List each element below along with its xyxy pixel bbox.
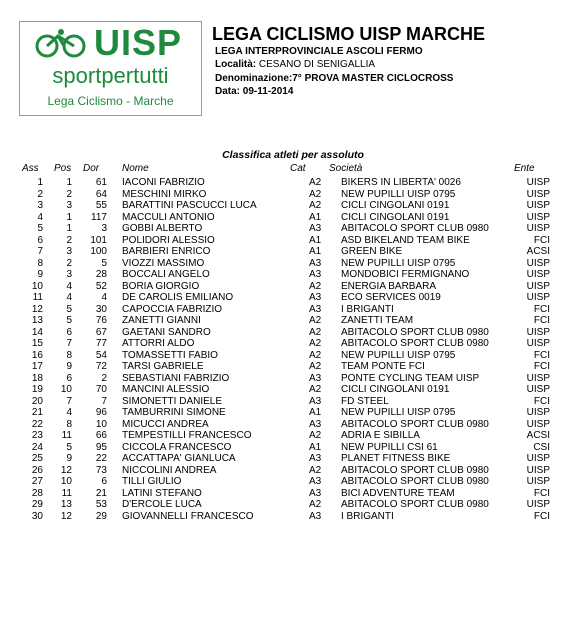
cell-dor: 21 [95,487,107,499]
table-row [0,407,586,419]
cell-ente: UISP [526,269,550,280]
cell-soc: ENERGIA BARBARA [341,280,437,292]
cell-pos: 8 [66,418,72,430]
col-soc: Società [329,163,363,174]
cell-soc: ADRIA E SIBILLA [341,430,420,441]
cell-ass: 14 [31,326,43,338]
cell-ass: 10 [31,280,43,292]
cell-nome: SIMONETTI DANIELE [122,395,223,407]
cell-cat: A1 [309,234,322,246]
table-row [0,327,586,339]
cell-cat: A1 [309,407,322,418]
cell-ente: UISP [526,177,550,188]
cell-nome: ACCATTAPA' GIANLUCA [122,453,236,464]
cell-soc: CICLI CINGOLANI 0191 [341,200,450,211]
table-row [0,338,586,350]
cell-cat: A2 [309,349,322,361]
cell-dor: 6 [101,476,107,487]
cell-dor: 96 [95,407,107,418]
cell-soc: BIKERS IN LIBERTA' 0026 [341,177,461,188]
cell-ass: 3 [37,200,43,211]
cell-ente: UISP [526,453,550,464]
table-row [0,235,586,247]
denominazione-label: Denominazione: [215,73,293,84]
cell-pos: 3 [66,269,72,280]
cell-ass: 18 [31,372,43,384]
cell-cat: A2 [309,338,322,349]
cell-cat: A1 [309,211,322,223]
cell-pos: 4 [66,280,72,292]
cell-ente: UISP [526,476,550,487]
cell-nome: MANCINI ALESSIO [122,384,210,395]
data-value: 09-11-2014 [242,86,294,97]
table-row [0,442,586,454]
cell-dor: 2 [101,372,107,384]
cell-cat: A2 [309,280,322,292]
cell-ente: UISP [526,407,550,418]
cell-nome: ZANETTI GIANNI [122,315,201,326]
cell-soc: ECO SERVICES 0019 [341,292,441,303]
cell-nome: BORIA GIORGIO [122,280,200,292]
cell-pos: 5 [66,303,72,315]
cell-nome: TILLI GIULIO [122,476,182,487]
cell-ass: 23 [31,430,43,441]
cell-soc: GREEN BIKE [341,246,403,257]
table-row [0,246,586,258]
cell-pos: 2 [66,234,72,246]
cell-pos: 1 [66,211,72,223]
cell-ass: 7 [37,246,43,257]
data-label: Data: [215,86,241,97]
cell-soc: BICI ADVENTURE TEAM [341,487,455,499]
cell-soc: CICLI CINGOLANI 0191 [341,384,450,395]
cell-nome: GIOVANNELLI FRANCESCO [122,510,254,522]
cell-pos: 8 [66,349,72,361]
cell-nome: TAMBURRINI SIMONE [122,407,226,418]
cell-cat: A2 [309,464,322,476]
cell-cat: A3 [309,453,322,464]
cell-cat: A2 [309,361,322,372]
cell-cat: A2 [309,315,322,326]
cell-nome: GOBBI ALBERTO [122,223,203,234]
cell-pos: 10 [60,384,72,395]
cell-dor: 61 [95,177,107,188]
cell-dor: 100 [90,246,107,257]
cell-soc: ABITACOLO SPORT CLUB 0980 [341,476,489,487]
cell-cat: A3 [309,269,322,280]
cell-dor: 101 [90,234,107,246]
cell-soc: ABITACOLO SPORT CLUB 0980 [341,338,489,349]
col-ass: Ass [22,163,39,174]
cell-pos: 3 [66,246,72,257]
cell-cat: A3 [309,303,322,315]
table-title: Classifica atleti per assoluto [222,149,364,161]
cell-dor: 66 [95,430,107,441]
cell-pos: 10 [60,476,72,487]
cell-dor: 72 [95,361,107,372]
table-row [0,269,586,281]
results-table [0,177,586,522]
cell-cat: A3 [309,292,322,303]
logo-tagline: sportpertutti [52,63,169,88]
cell-ente: UISP [526,499,550,510]
cell-pos: 13 [60,499,72,510]
cell-ente: UISP [526,338,550,349]
cell-soc: NEW PUPILLI UISP 0795 [341,349,456,361]
cell-ass: 21 [31,407,43,418]
cell-dor: 70 [95,384,107,395]
cell-dor: 55 [95,200,107,211]
cell-ente: FCI [533,349,550,361]
cell-ass: 24 [31,441,43,453]
cell-cat: A3 [309,487,322,499]
cell-ente: UISP [526,188,550,200]
cell-nome: TOMASSETTI FABIO [122,349,218,361]
cell-nome: NICCOLINI ANDREA [122,464,217,476]
cell-pos: 2 [66,257,72,269]
cell-cat: A2 [309,326,322,338]
table-row [0,396,586,408]
cell-soc: PONTE CYCLING TEAM UISP [341,372,480,384]
cell-ass: 19 [31,384,43,395]
table-row [0,258,586,270]
cell-ente: UISP [526,418,550,430]
cell-dor: 7 [101,395,107,407]
cell-ente: FCI [533,361,550,372]
table-row [0,281,586,293]
cell-dor: 29 [95,510,107,522]
cell-nome: MICUCCI ANDREA [122,418,209,430]
table-row [0,384,586,396]
denominazione-value: 7° PROVA MASTER CICLOCROSS [292,73,454,84]
cell-ente: UISP [526,257,550,269]
table-row [0,177,586,189]
cell-cat: A2 [309,188,322,200]
localita-value: CESANO DI SENIGALLIA [258,59,376,70]
cell-pos: 12 [60,510,72,522]
cell-soc: PLANET FITNESS BIKE [341,453,451,464]
cell-pos: 11 [61,487,72,499]
table-row [0,430,586,442]
cell-ente: FCI [533,303,550,315]
cell-dor: 30 [95,303,107,315]
cell-dor: 117 [91,211,107,223]
cell-ass: 11 [32,292,43,303]
cell-pos: 1 [66,223,72,234]
cell-cat: A1 [309,441,322,453]
cell-ente: FCI [533,315,550,326]
cell-nome: MESCHINI MIRKO [122,188,207,200]
cell-ass: 29 [31,499,43,510]
cell-nome: LATINI STEFANO [122,487,202,499]
cell-soc: NEW PUPILLI UISP 0795 [341,257,456,269]
cell-pos: 1 [66,177,72,188]
table-row [0,350,586,362]
cell-nome: IACONI FABRIZIO [122,177,205,188]
localita-label: Località: [215,59,257,70]
cell-nome: ATTORRI ALDO [122,338,195,349]
cell-ente: UISP [526,372,550,384]
cell-dor: 95 [95,441,107,453]
cell-nome: DE CAROLIS EMILIANO [122,292,234,303]
cell-soc: TEAM PONTE FCI [341,361,425,372]
cell-ente: ACSI [526,246,550,257]
cell-pos: 5 [66,315,72,326]
cell-ass: 25 [31,453,43,464]
cell-ente: FCI [533,510,550,522]
uisp-logo [19,21,202,116]
cell-dor: 4 [101,292,107,303]
cell-pos: 3 [66,200,72,211]
table-row [0,315,586,327]
cell-ass: 26 [31,464,43,476]
cell-cat: A3 [309,372,322,384]
cell-soc: ABITACOLO SPORT CLUB 0980 [341,223,489,234]
cell-nome: D'ERCOLE LUCA [122,499,202,510]
table-header [0,163,586,175]
cell-ass: 6 [37,234,43,246]
cell-cat: A2 [309,177,322,188]
cell-nome: VIOZZI MASSIMO [122,257,205,269]
table-row [0,453,586,465]
cell-dor: 64 [95,188,107,200]
cell-dor: 5 [101,257,107,269]
cell-cat: A3 [309,223,322,234]
cell-ente: UISP [526,384,550,395]
cell-cat: A1 [309,246,322,257]
cell-soc: ABITACOLO SPORT CLUB 0980 [341,499,489,510]
cell-dor: 54 [95,349,107,361]
cell-nome: MACCULI ANTONIO [122,211,215,223]
table-row [0,488,586,500]
cell-soc: ABITACOLO SPORT CLUB 0980 [341,464,489,476]
cell-pos: 9 [66,453,72,464]
cell-pos: 9 [66,361,72,372]
cell-cat: A2 [309,499,322,510]
cell-soc: NEW PUPILLI UISP 0795 [341,188,456,200]
cell-ass: 9 [37,269,43,280]
cell-nome: BOCCALI ANGELO [122,269,210,280]
cell-nome: BARBIERI ENRICO [122,246,211,257]
table-row [0,223,586,235]
cell-ente: CSI [533,441,550,453]
cell-pos: 12 [60,464,72,476]
cell-ass: 2 [37,188,43,200]
cell-dor: 3 [101,223,107,234]
cell-dor: 77 [95,338,107,349]
cell-ass: 20 [31,395,43,407]
cell-cat: A2 [309,430,322,441]
cell-nome: CICCOLA FRANCESCO [122,441,232,453]
cell-ass: 8 [37,257,43,269]
cell-ass: 16 [31,349,43,361]
cell-nome: TARSI GABRIELE [122,361,204,372]
cell-soc: MONDOBICI FERMIGNANO [341,269,470,280]
org-name: LEGA INTERPROVINCIALE ASCOLI FERMO [215,46,423,57]
cell-soc: NEW PUPILLI UISP 0795 [341,407,456,418]
cell-ente: UISP [526,280,550,292]
table-row [0,465,586,477]
cell-pos: 5 [66,441,72,453]
col-nome: Nome [122,163,149,174]
cell-dor: 53 [95,499,107,510]
cell-soc: I BRIGANTI [341,510,394,522]
logo-brand: UISP [94,22,183,63]
table-row [0,304,586,316]
cell-cat: A3 [309,395,322,407]
cell-ass: 22 [31,418,43,430]
table-row [0,419,586,431]
cell-dor: 22 [95,453,107,464]
cell-ente: FCI [533,487,550,499]
col-ente: Ente [514,163,535,174]
cell-dor: 52 [95,280,107,292]
cell-ass: 30 [31,510,43,522]
cell-cat: A3 [309,257,322,269]
cell-ass: 13 [31,315,43,326]
cell-nome: POLIDORI ALESSIO [122,234,215,246]
cell-dor: 67 [95,326,107,338]
cell-pos: 6 [66,372,72,384]
table-row [0,200,586,212]
table-row [0,292,586,304]
cell-ass: 28 [31,487,43,499]
cell-nome: SEBASTIANI FABRIZIO [122,372,230,384]
cell-cat: A3 [309,476,322,487]
page-title: LEGA CICLISMO UISP MARCHE [212,24,486,44]
cell-cat: A2 [309,200,322,211]
cell-ass: 1 [37,177,43,188]
table-row [0,189,586,201]
cell-pos: 11 [61,430,72,441]
cell-pos: 2 [66,188,72,200]
cell-soc: ABITACOLO SPORT CLUB 0980 [341,326,489,338]
cell-dor: 73 [95,464,107,476]
cyclist-runner-icon [34,28,92,58]
cell-ente: UISP [526,326,550,338]
table-row [0,373,586,385]
col-dor: Dor [83,163,100,174]
denominazione-line [215,73,453,85]
localita-line [215,59,375,71]
table-row [0,212,586,224]
cell-nome: CAPOCCIA FABRIZIO [122,303,223,315]
cell-dor: 28 [95,269,107,280]
cell-nome: TEMPESTILLI FRANCESCO [122,430,252,441]
table-row [0,361,586,373]
cell-ente: ACSI [526,430,550,441]
cell-pos: 4 [66,292,72,303]
cell-ente: UISP [526,223,550,234]
cell-soc: ASD BIKELAND TEAM BIKE [341,234,470,246]
cell-ass: 17 [31,361,43,372]
cell-cat: A3 [309,510,322,522]
cell-ente: FCI [533,234,550,246]
cell-ass: 15 [31,338,43,349]
col-pos: Pos [54,163,72,174]
cell-ente: UISP [526,464,550,476]
cell-soc: I BRIGANTI [341,303,394,315]
cell-ente: UISP [526,200,550,211]
cell-ass: 12 [31,303,43,315]
cell-dor: 76 [95,315,107,326]
cell-soc: ZANETTI TEAM [341,315,414,326]
cell-soc: FD STEEL [341,395,389,407]
table-row [0,476,586,488]
cell-ente: UISP [526,292,550,303]
cell-pos: 4 [66,407,72,418]
cell-cat: A2 [309,384,322,395]
table-row [0,499,586,511]
table-row [0,511,586,523]
cell-ente: FCI [533,395,550,407]
cell-ass: 5 [37,223,43,234]
cell-pos: 6 [66,326,72,338]
cell-pos: 7 [66,338,72,349]
cell-nome: GAETANI SANDRO [122,326,211,338]
cell-ass: 27 [31,476,43,487]
cell-nome: BARATTINI PASCUCCI LUCA [122,200,257,211]
cell-soc: NEW PUPILLI CSI 61 [341,441,438,453]
cell-pos: 7 [66,395,72,407]
cell-ente: UISP [526,211,550,223]
cell-soc: CICLI CINGOLANI 0191 [341,211,450,223]
cell-soc: ABITACOLO SPORT CLUB 0980 [341,418,489,430]
cell-dor: 10 [95,418,107,430]
data-line [215,86,293,98]
logo-subtitle: Lega Ciclismo - Marche [47,94,174,108]
cell-ass: 4 [37,211,43,223]
col-cat: Cat [290,163,306,174]
cell-cat: A3 [309,418,322,430]
